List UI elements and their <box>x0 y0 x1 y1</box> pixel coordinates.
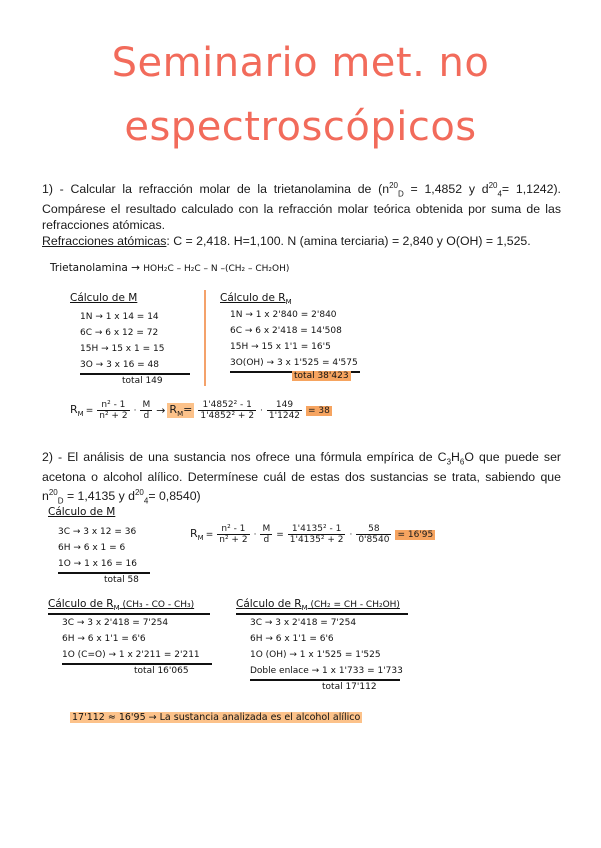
calc-rm-acetona-row: 6H → 6 x 1'1 = 6'6 <box>62 634 146 644</box>
calc-rm-title-1: Cálculo de $R_M$ <box>220 292 292 307</box>
page-title-line-2: espectroscópicos <box>124 104 477 150</box>
divider <box>204 290 206 386</box>
problem-2-statement: 2) - El análisis de una sustancia nos ofrece una fórmula empírica de $C_3H_6O$ que puede ser acetona o alcohol alílico. Determínese cuál de estas dos sustancias se trata, sabiendo que $n^{20}_D = 1,4135$ y $d^{20}_4= 0,8540$) <box>42 450 562 506</box>
calc-rm-alilico-row: 1O (OH) → 1 x 1'525 = 1'525 <box>250 650 381 660</box>
calc-m2-row: 1O → 1 x 16 = 16 <box>58 559 138 569</box>
calc-rm-alilico-title: Cálculo de $R_M$ (CH₂ = CH - CH₂OH) <box>236 598 400 613</box>
sum-line <box>80 373 190 375</box>
calc-rm-acetona-row: 3C → 3 x 2'418 = 7'254 <box>62 618 169 628</box>
molar-refraction-formula-2: $R_M$ = $\frac{\text{n² - 1}}{\text{n² + 2}}$ · $\frac{M}{d}$ = $\frac{\text{1'4135² - 1}}{\text{1'4135² + 2}}$ · $\frac{58}{0'8540}$ = 16'95 <box>190 524 434 545</box>
calc-rm-row: 6C → 6 x 2'418 = 14'508 <box>230 326 342 336</box>
calc-rm-alilico-row: 6H → 6 x 1'1 = 6'6 <box>250 634 334 644</box>
calc-m-row: 15H → 15 x 1 = 15 <box>80 344 165 354</box>
calc-m-row: 6C → 6 x 12 = 72 <box>80 328 159 338</box>
calc-m2-row: 6H → 6 x 1 = 6 <box>58 543 126 553</box>
calc-m2-total: total 58 <box>104 575 139 585</box>
trietanolamina-formula: Trietanolamina → HOH₂C – H₂C – N –(CH₂ – CH₂OH) <box>50 262 290 274</box>
problem-1-statement: 1) - Calcular la refracción molar de la trietanolamina de ($n^{20}_D = 1,4852$ y $d^{20}_4= 1,1242$). Compárese el resultado calculado con la refracción molar teórica obtenida por suma de las refracciones atómicas. <box>42 181 561 232</box>
calc-rm-row: 15H → 15 x 1'1 = 16'5 <box>230 342 331 352</box>
calc-rm-alilico-row: 3C → 3 x 2'418 = 7'254 <box>250 618 357 628</box>
sum-line <box>250 679 400 681</box>
calc-m-title-1: Cálculo de M <box>70 292 138 304</box>
title-underline <box>48 613 210 615</box>
calc-rm-acetona-total: total 16'065 <box>134 666 189 676</box>
calc-m-total: total 149 <box>122 376 163 386</box>
sum-line <box>58 572 150 574</box>
calc-m-row: 3O → 3 x 16 = 48 <box>80 360 160 370</box>
sum-line <box>62 663 212 665</box>
calc-rm-row: 1N → 1 x 2'840 = 2'840 <box>230 310 337 320</box>
page-title-line-1: Seminario met. no <box>111 40 490 86</box>
calc-rm-acetona-title: Cálculo de $R_M$ (CH₃ - CO - CH₃) <box>48 598 195 613</box>
calc-m-title-2: Cálculo de M <box>48 506 116 518</box>
molar-refraction-formula-1: $R_M$ = $\frac{\text{n² - 1}}{\text{n² + 2}}$ · $\frac{M}{d}$ → $R_M=$ $\frac{\text{1'4852² - 1}}{\text{1'4852² + 2}}$ · $\frac{149}{1'1242}$ = 38 <box>70 400 330 421</box>
calc-rm-row: 3O(OH) → 3 x 1'525 = 4'575 <box>230 358 358 368</box>
calc-rm-acetona-row: 1O (C=O) → 1 x 2'211 = 2'211 <box>62 650 200 660</box>
calc-m2-row: 3C → 3 x 12 = 36 <box>58 527 137 537</box>
conclusion: 17'112 ≈ 16'95 → La sustancia analizada es el alcohol alílico <box>72 712 361 723</box>
calc-m-row: 1N → 1 x 14 = 14 <box>80 312 159 322</box>
title-underline <box>236 613 408 615</box>
atomic-refractions: Refracciones atómicas: C = 2,418. H=1,100. N (amina terciaria) = 2,840 y O(OH) = 1,525. <box>42 234 531 248</box>
calc-rm-alilico-total: total 17'112 <box>322 682 377 692</box>
calc-rm-total: total 38'423 <box>294 371 349 381</box>
calc-rm-alilico-row: Doble enlace → 1 x 1'733 = 1'733 <box>250 666 403 676</box>
